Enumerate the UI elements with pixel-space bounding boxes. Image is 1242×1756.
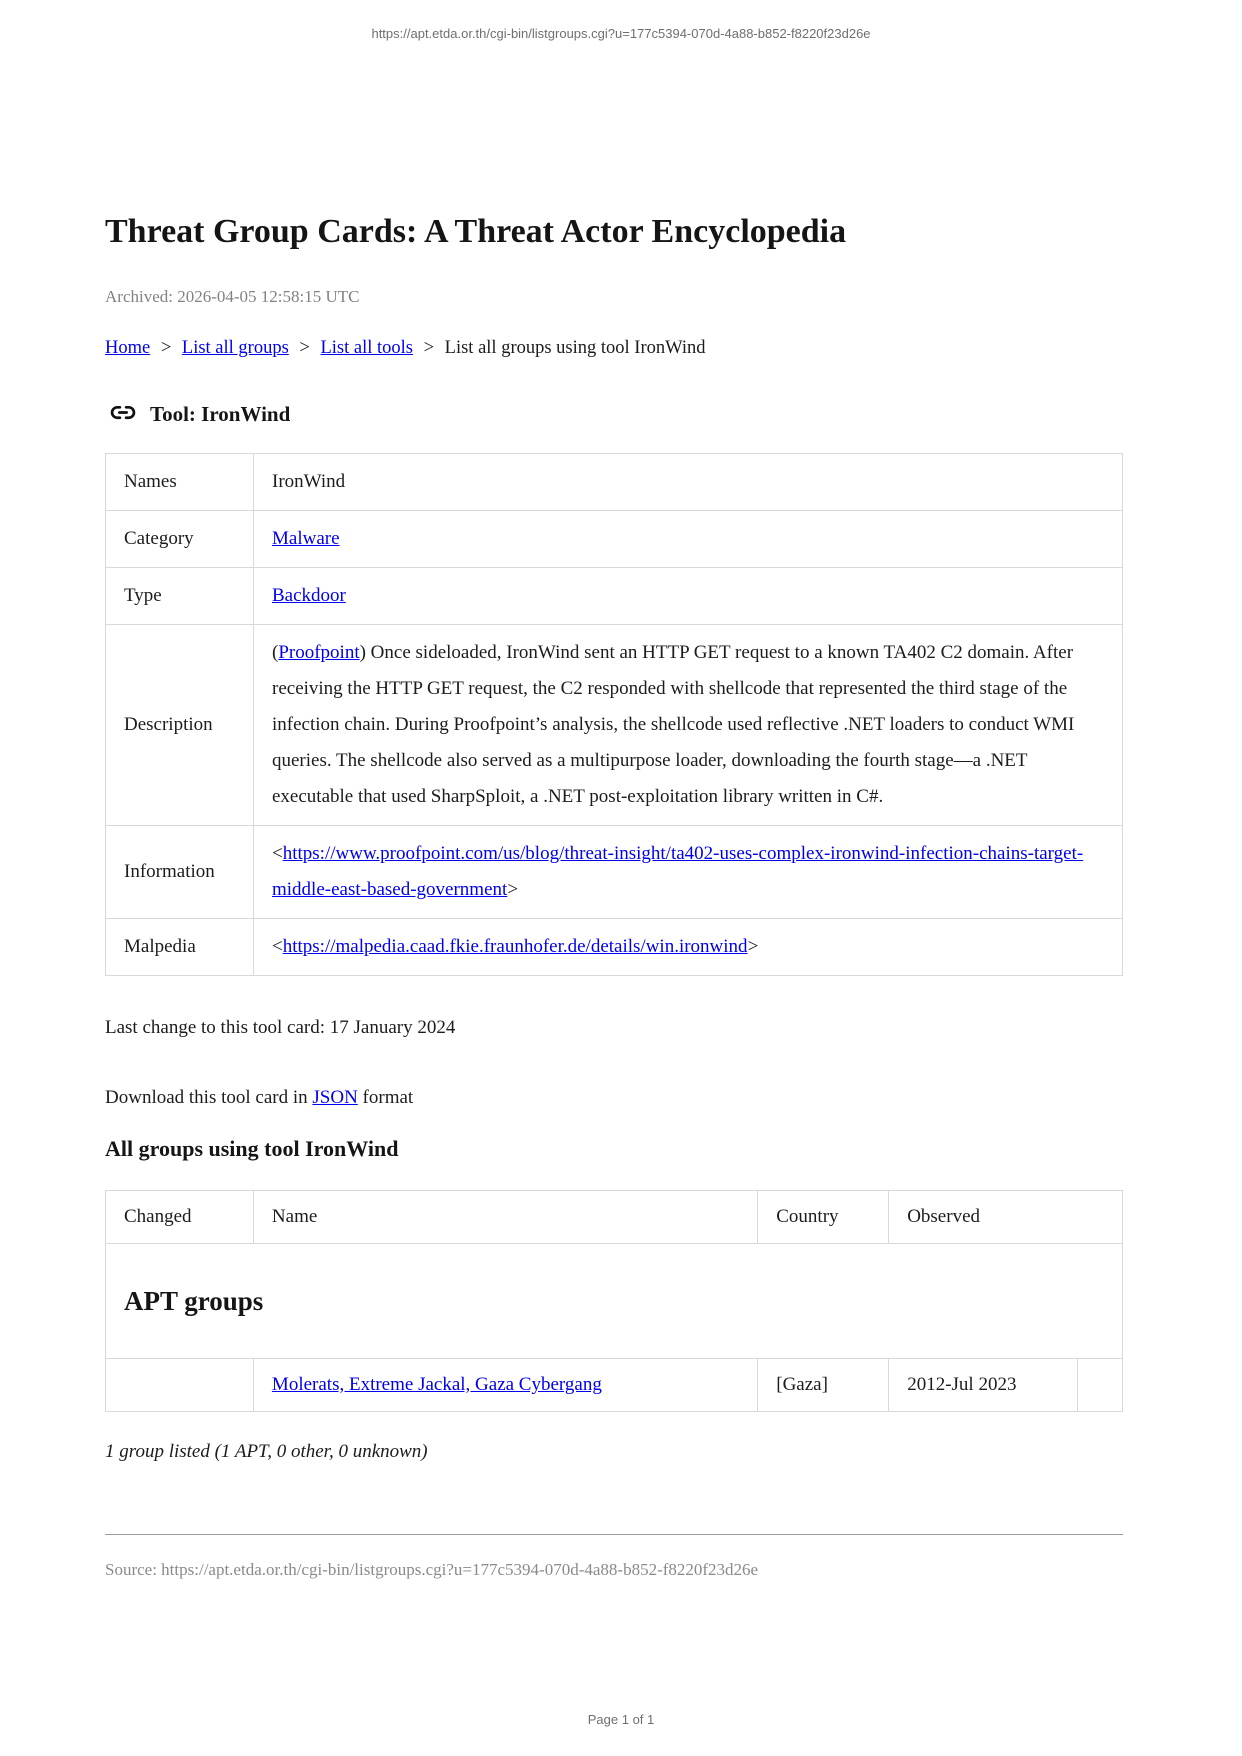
malpedia-label: Malpedia xyxy=(106,919,254,976)
archived-timestamp: Archived: 2026-04-05 12:58:15 UTC xyxy=(105,286,360,306)
source-url-text: Source: https://apt.etda.or.th/cgi-bin/listgroups.cgi?u=177c5394-070d-4a88-b852-f8220f23d26e xyxy=(105,1559,759,1579)
type-label: Type xyxy=(106,568,254,625)
angle-bracket-close: > xyxy=(747,936,759,958)
table-row xyxy=(106,625,1123,826)
groups-table xyxy=(105,1190,1123,1412)
breadcrumb-list-all-groups-link[interactable]: List all groups xyxy=(181,338,289,359)
category-value xyxy=(254,511,1123,568)
category-malware-link[interactable]: Malware xyxy=(272,528,340,550)
breadcrumb-home-link[interactable]: Home xyxy=(105,338,151,359)
last-change-text: Last change to this tool card: 17 January 2024 xyxy=(105,1017,456,1039)
tool-card-table xyxy=(105,453,1123,976)
table-row xyxy=(106,919,1123,976)
column-header-country: Country xyxy=(758,1190,889,1243)
table-row xyxy=(106,511,1123,568)
table-row xyxy=(106,826,1123,919)
changed-cell xyxy=(106,1358,254,1411)
groups-section-row xyxy=(106,1243,1123,1358)
description-open-paren: ( xyxy=(272,642,279,664)
angle-bracket-close: > xyxy=(507,879,519,901)
empty-cell xyxy=(1078,1358,1123,1411)
proofpoint-link[interactable]: Proofpoint xyxy=(278,642,360,664)
table-row xyxy=(106,1358,1123,1411)
column-header-observed: Observed xyxy=(889,1190,1123,1243)
breadcrumb-current: List all groups using tool IronWind xyxy=(444,338,706,359)
download-post-text: format xyxy=(357,1087,414,1109)
table-row xyxy=(106,454,1123,511)
information-url-link[interactable]: https://www.proofpoint.com/us/blog/threat-insight/ta402-uses-complex-ironwind-infection-chains-target-middle-east-based-government xyxy=(272,843,1084,901)
names-label: Names xyxy=(106,454,254,511)
groups-summary: 1 group listed (1 APT, 0 other, 0 unknown) xyxy=(105,1440,428,1462)
category-label: Category xyxy=(106,511,254,568)
description-value xyxy=(254,625,1123,826)
tool-heading xyxy=(105,402,1123,427)
apt-groups-section-label: APT groups xyxy=(106,1243,1123,1358)
information-value xyxy=(254,826,1123,919)
footer-divider xyxy=(105,1534,1123,1535)
breadcrumb-separator: > xyxy=(423,338,435,359)
page-title: Threat Group Cards: A Threat Actor Encyclopedia xyxy=(105,213,847,250)
page-number: Page 1 of 1 xyxy=(587,1712,655,1727)
print-header-url: https://apt.etda.or.th/cgi-bin/listgroups.cgi?u=177c5394-070d-4a88-b852-f8220f23d26e xyxy=(371,26,871,41)
column-header-changed: Changed xyxy=(106,1190,254,1243)
type-value xyxy=(254,568,1123,625)
breadcrumb xyxy=(105,337,1123,360)
malpedia-value xyxy=(254,919,1123,976)
angle-bracket-open: < xyxy=(272,936,283,958)
link-icon xyxy=(105,400,141,425)
molerats-group-link[interactable]: Molerats, Extreme Jackal, Gaza Cybergang xyxy=(271,1373,602,1395)
groups-heading: All groups using tool IronWind xyxy=(105,1135,399,1161)
description-text: ) Once sideloaded, IronWind sent an HTTP GET request to a known TA402 C2 domain. After receiving the HTTP GET request, the C2 responded with shellcode that represented the third stage of the infection chain. During Proofpoint’s analysis, the shellcode used reflective .NET loaders to conduct WMI queries. The shellcode also served as a multipurpose loader, downloading the fourth stage—a .NET executable that used SharpSploit, a .NET post-exploitation library written in C#. xyxy=(272,642,1075,808)
description-label: Description xyxy=(106,625,254,826)
json-download-link[interactable]: JSON xyxy=(312,1087,358,1109)
breadcrumb-list-all-tools-link[interactable]: List all tools xyxy=(320,338,413,359)
column-header-name: Name xyxy=(253,1190,757,1243)
country-cell: [Gaza] xyxy=(758,1358,889,1411)
group-name-cell xyxy=(253,1358,757,1411)
type-backdoor-link[interactable]: Backdoor xyxy=(272,585,346,607)
observed-cell: 2012-Jul 2023 xyxy=(889,1358,1078,1411)
table-row xyxy=(106,568,1123,625)
groups-header-row xyxy=(106,1190,1123,1243)
download-text xyxy=(105,1086,1123,1110)
information-label: Information xyxy=(106,826,254,919)
download-pre-text: Download this tool card in xyxy=(105,1087,313,1109)
tool-heading-label: Tool: IronWind xyxy=(150,402,291,427)
malpedia-url-link[interactable]: https://malpedia.caad.fkie.fraunhofer.de/details/win.ironwind xyxy=(282,936,748,958)
breadcrumb-separator: > xyxy=(160,338,172,359)
angle-bracket-open: < xyxy=(272,843,283,865)
names-value: IronWind xyxy=(254,454,1123,511)
page-content xyxy=(105,0,1123,1580)
breadcrumb-separator: > xyxy=(299,338,310,359)
